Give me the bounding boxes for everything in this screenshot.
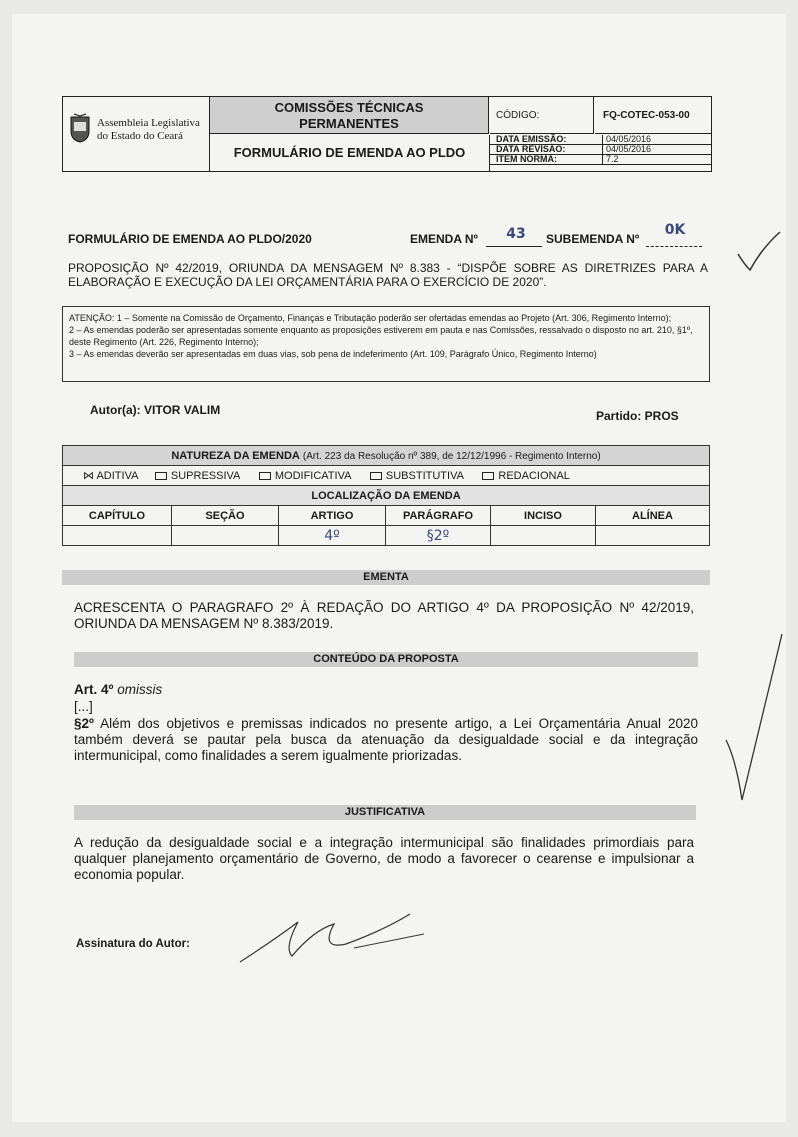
assembly-seal-icon xyxy=(69,113,91,143)
checked-box-icon: ⋈ xyxy=(83,470,94,482)
checkbox-icon xyxy=(370,472,382,480)
column-alinea: ALÍNEA xyxy=(596,506,710,526)
justificativa-heading: JUSTIFICATIVA xyxy=(74,805,696,820)
assembly-logo xyxy=(63,97,210,171)
form-title-line xyxy=(68,222,708,246)
value-capitulo[interactable] xyxy=(63,526,172,546)
emenda-label: EMENDA Nº xyxy=(410,232,478,246)
location-columns-row xyxy=(63,506,710,526)
option-substitutiva[interactable] xyxy=(370,470,466,482)
value-secao[interactable] xyxy=(172,526,279,546)
paragraph-text: Além dos objetivos e premissas indicados no presente artigo, a Lei Orçamentária Anual 2020 também deverá se pautar pela busca da atenuação da desigualdade social e da integração intermunicipal, como finalidades a serem igualmente priorizadas. xyxy=(74,716,698,763)
option-redacional[interactable] xyxy=(482,470,570,482)
committee-line1: COMISSÕES TÉCNICAS xyxy=(274,100,424,115)
form-title-cell: FORMULÁRIO DE EMENDA AO PLDO xyxy=(210,135,490,171)
code-label: CÓDIGO: xyxy=(490,97,594,134)
natureza-options-row xyxy=(63,466,710,486)
checkbox-icon xyxy=(155,472,167,480)
org-name-line1: Assembleia Legislativa xyxy=(97,117,200,129)
meta-key: DATA EMISSÃO: xyxy=(496,134,567,144)
party-label: Partido: PROS xyxy=(596,409,679,423)
org-name-line2: do Estado do Ceará xyxy=(97,130,183,142)
option-label: ADITIVA xyxy=(96,470,138,482)
paragraph-label: §2º xyxy=(74,716,94,731)
author-signature xyxy=(234,900,464,970)
attention-box xyxy=(62,306,710,382)
column-paragrafo: PARÁGRAFO xyxy=(386,506,491,526)
justificativa-text: A redução da desigualdade social e a integração intermunicipal são finalidades primordiais para qualquer planejamento orçamentário de Governo, de modo a favorecer o cearense e impulsionar a economia popular. xyxy=(74,835,694,882)
location-values-row xyxy=(63,526,710,546)
natureza-heading-row xyxy=(63,446,710,466)
option-label: REDACIONAL xyxy=(498,470,570,482)
location-heading: LOCALIZAÇÃO DA EMENDA xyxy=(63,486,710,506)
subemenda-label: SUBEMENDA Nº xyxy=(546,232,640,246)
natureza-table xyxy=(62,445,710,546)
option-modificativa[interactable] xyxy=(259,470,354,482)
emenda-underline xyxy=(486,246,542,247)
ementa-heading: EMENTA xyxy=(62,570,710,585)
meta-value: 04/05/2016 xyxy=(602,145,651,154)
attention-line2: 2 – As emendas poderão ser apresentadas somente enquanto as proposições estiverem em pauta e nas Comissões, ressalvado o disposto no art. 210, §1º, deste Regimento (Art. 226, Regimento Interno); xyxy=(69,325,693,347)
margin-mark-icon xyxy=(722,630,792,810)
value-paragrafo[interactable]: §2º xyxy=(386,526,491,546)
ementa-text: ACRESCENTA O PARAGRAFO 2º À REDAÇÃO DO ARTIGO 4º DA PROPOSIÇÃO Nº 42/2019, ORIUNDA DA MENSAGEM Nº 8.383/2019. xyxy=(74,600,694,631)
natureza-heading: NATUREZA DA EMENDA xyxy=(171,449,300,462)
column-inciso: INCISO xyxy=(491,506,596,526)
option-label: SUPRESSIVA xyxy=(170,470,240,482)
subemenda-underline xyxy=(646,246,702,247)
natureza-heading-cell xyxy=(63,446,710,466)
value-artigo[interactable]: 4º xyxy=(279,526,386,546)
checkmark-icon xyxy=(734,228,784,278)
ellipsis-line: [...] xyxy=(74,699,93,714)
author-label: Autor(a): VITOR VALIM xyxy=(90,403,221,417)
column-capitulo: CAPÍTULO xyxy=(63,506,172,526)
option-label: SUBSTITUTIVA xyxy=(385,470,464,482)
meta-value: 7.2 xyxy=(602,155,619,164)
option-label: MODIFICATIVA xyxy=(274,470,351,482)
pldo-form-title: FORMULÁRIO DE EMENDA AO PLDO/2020 xyxy=(68,232,312,246)
signature-label: Assinatura do Autor: xyxy=(76,938,190,950)
option-supressiva[interactable] xyxy=(155,470,243,482)
conteudo-heading: CONTEÚDO DA PROPOSTA xyxy=(74,652,698,667)
column-secao: SEÇÃO xyxy=(172,506,279,526)
meta-key: DATA REVISÃO: xyxy=(496,144,566,154)
value-alinea[interactable] xyxy=(596,526,710,546)
column-artigo: ARTIGO xyxy=(279,506,386,526)
natureza-reference: (Art. 223 da Resolução nº 389, de 12/12/1996 - Regimento Interno) xyxy=(302,450,601,462)
paragraph-2 xyxy=(74,716,698,764)
code-value: FQ-COTEC-053-00 xyxy=(595,97,711,134)
natureza-options-cell xyxy=(63,466,710,486)
emenda-number: 43 xyxy=(506,226,526,242)
omissis-label: omissis xyxy=(117,682,163,697)
meta-row-norma xyxy=(490,155,711,165)
subemenda-number: 0K xyxy=(664,222,686,238)
location-heading-row xyxy=(63,486,710,506)
value-inciso[interactable] xyxy=(491,526,596,546)
article-label: Art. 4º xyxy=(74,682,114,697)
meta-value: 04/05/2016 xyxy=(602,135,651,144)
form-header xyxy=(62,96,712,172)
checkbox-icon xyxy=(482,472,494,480)
attention-line1: ATENÇÃO: 1 – Somente na Comissão de Orçamento, Finanças e Tributação poderão ser ofertadas emendas ao Projeto (Art. 306, Regimento Interno); xyxy=(69,313,672,323)
meta-key: ITEM NORMA: xyxy=(496,154,557,164)
checkbox-icon xyxy=(259,472,271,480)
proposicao-text: PROPOSIÇÃO Nº 42/2019, ORIUNDA DA MENSAGEM Nº 8.383 - “DISPÕE SOBRE AS DIRETRIZES PARA A ELABORAÇÃO E EXECUÇÃO DA LEI ORÇAMENTÁRIA PARA O EXERCÍCIO DE 2020”. xyxy=(68,261,708,289)
attention-line3: 3 – As emendas deverão ser apresentadas em duas vias, sob pena de indeferimento (Art. 109, Parágrafo Único, Regimento Interno) xyxy=(69,349,597,359)
article-line xyxy=(74,682,162,697)
option-aditiva[interactable] xyxy=(83,470,141,482)
committee-title xyxy=(210,97,489,134)
committee-line2: PERMANENTES xyxy=(299,116,399,131)
